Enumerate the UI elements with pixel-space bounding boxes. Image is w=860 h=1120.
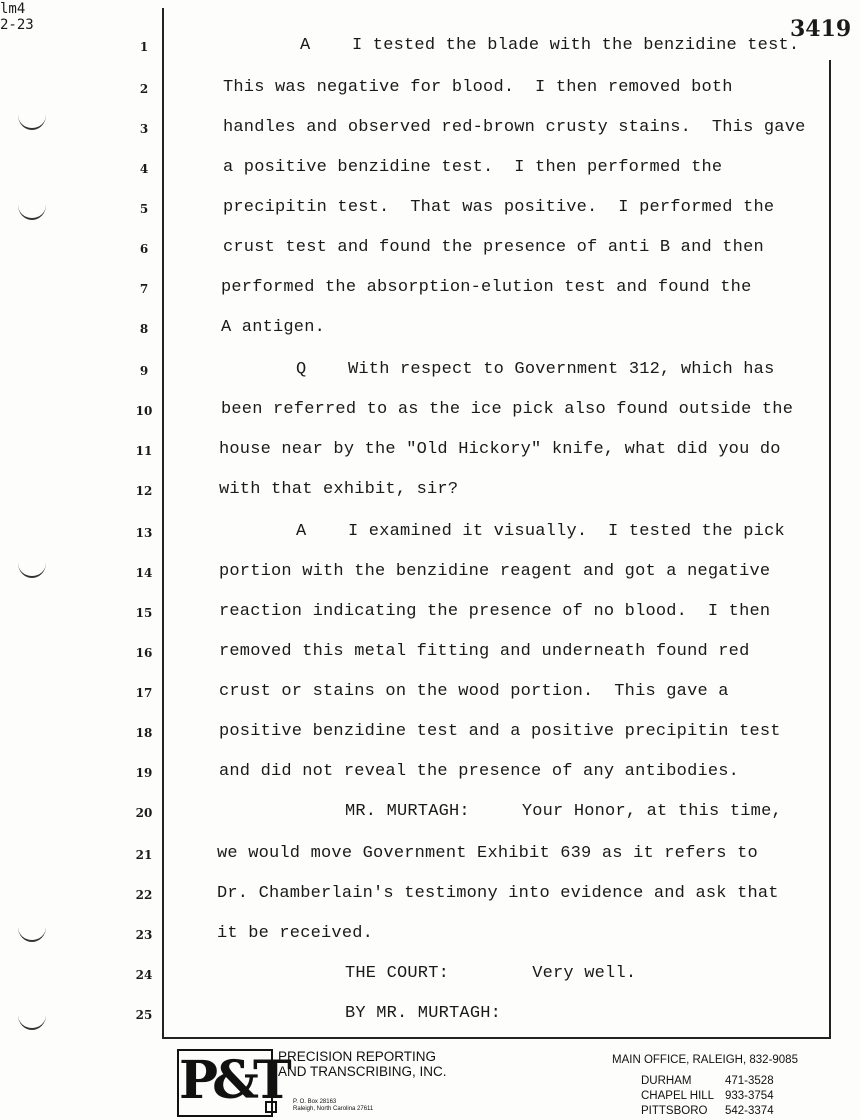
transcript-line: a positive benzidine test. I then performed the <box>223 158 723 177</box>
transcript-right-border <box>829 60 831 1039</box>
transcript-line: A I examined it visually. I tested the pick <box>296 522 785 541</box>
line-number: 19 <box>135 766 153 780</box>
line-number: 12 <box>135 484 153 498</box>
transcript-line: we would move Government Exhibit 639 as it refers to <box>217 844 758 863</box>
line-number: 20 <box>135 806 153 820</box>
office-name: CHAPEL HILL <box>641 1090 715 1102</box>
line-number: 24 <box>135 968 153 982</box>
line-number: 22 <box>135 888 153 902</box>
line-number: 5 <box>139 202 149 216</box>
office-name: PITTSBORO <box>641 1105 708 1117</box>
line-number: 15 <box>135 606 153 620</box>
transcript-line: crust test and found the presence of anti B and then <box>223 238 764 257</box>
address-line1: P. O. Box 28163 <box>293 1099 337 1105</box>
address-line2: Raleigh, North Carolina 27611 <box>293 1106 374 1112</box>
line-number: 17 <box>135 686 153 700</box>
transcript-line: A antigen. <box>221 318 326 337</box>
line-number: 11 <box>135 444 153 458</box>
hole-punch-mark <box>18 548 46 578</box>
company-name-line1: PRECISION REPORTING <box>278 1049 437 1064</box>
company-logo: P&T <box>177 1049 273 1117</box>
transcript-line: been referred to as the ice pick also found outside the <box>221 400 794 419</box>
office-phone: 542-3374 <box>725 1105 774 1117</box>
company-name-line2: AND TRANSCRIBING, INC. <box>278 1064 447 1079</box>
transcript-line: with that exhibit, sir? <box>219 480 459 499</box>
transcript-line: BY MR. MURTAGH: <box>345 1004 502 1023</box>
page-number: 3419 <box>790 16 852 42</box>
corner-note-line1: lm4 <box>0 1 26 17</box>
hole-punch-mark <box>18 190 46 220</box>
transcript-line: A I tested the blade with the benzidine test. <box>300 36 800 55</box>
hole-punch-mark <box>18 912 46 942</box>
transcript-line: THE COURT: Very well. <box>345 964 637 983</box>
transcript-line: This was negative for blood. I then removed both <box>223 78 733 97</box>
transcript-line: it be received. <box>217 924 374 943</box>
line-number: 16 <box>135 646 153 660</box>
transcript-line: Dr. Chamberlain's testimony into evidence and ask that <box>217 884 779 903</box>
line-number: 7 <box>139 282 149 296</box>
line-number: 13 <box>135 526 153 540</box>
logo-box-mark <box>265 1101 277 1113</box>
transcript-line: precipitin test. That was positive. I performed the <box>223 198 775 217</box>
line-number: 9 <box>139 364 149 378</box>
line-number: 1 <box>139 40 149 54</box>
line-number: 23 <box>135 928 153 942</box>
line-number: 3 <box>139 122 149 136</box>
transcript-line: handles and observed red-brown crusty stains. This gave <box>223 118 806 137</box>
company-address <box>293 1099 373 1113</box>
office-phone: 471-3528 <box>725 1075 774 1087</box>
transcript-line: house near by the "Old Hickory" knife, what did you do <box>219 440 781 459</box>
transcript-line: MR. MURTAGH: Your Honor, at this time, <box>345 802 782 821</box>
hole-punch-mark <box>18 1000 46 1030</box>
transcript-line: performed the absorption-elution test and found the <box>221 278 752 297</box>
main-office: MAIN OFFICE, RALEIGH, 832-9085 <box>612 1054 798 1066</box>
transcript-line: reaction indicating the presence of no blood. I then <box>219 602 771 621</box>
transcript-line: portion with the benzidine reagent and got a negative <box>219 562 771 581</box>
line-number: 6 <box>139 242 149 256</box>
line-number: 18 <box>135 726 153 740</box>
office-name: DURHAM <box>641 1075 692 1087</box>
office-phone: 933-3754 <box>725 1090 774 1102</box>
transcript-bottom-border <box>162 1037 831 1039</box>
line-number: 2 <box>139 82 149 96</box>
line-number: 25 <box>135 1008 153 1022</box>
line-number: 8 <box>139 322 149 336</box>
hole-punch-mark <box>18 100 46 130</box>
line-number: 10 <box>135 404 153 418</box>
company-name <box>278 1049 447 1079</box>
line-number: 21 <box>135 848 153 862</box>
corner-note-line2: 2-23 <box>0 17 34 33</box>
transcript-line: positive benzidine test and a positive precipitin test <box>219 722 781 741</box>
transcript-line: removed this metal fitting and underneath found red <box>219 642 750 661</box>
transcript-line: Q With respect to Government 312, which has <box>296 360 775 379</box>
transcript-line: crust or stains on the wood portion. This gave a <box>219 682 729 701</box>
line-number: 14 <box>135 566 153 580</box>
transcript-line: and did not reveal the presence of any antibodies. <box>219 762 740 781</box>
line-number: 4 <box>139 162 149 176</box>
transcript-left-border <box>162 8 164 1039</box>
